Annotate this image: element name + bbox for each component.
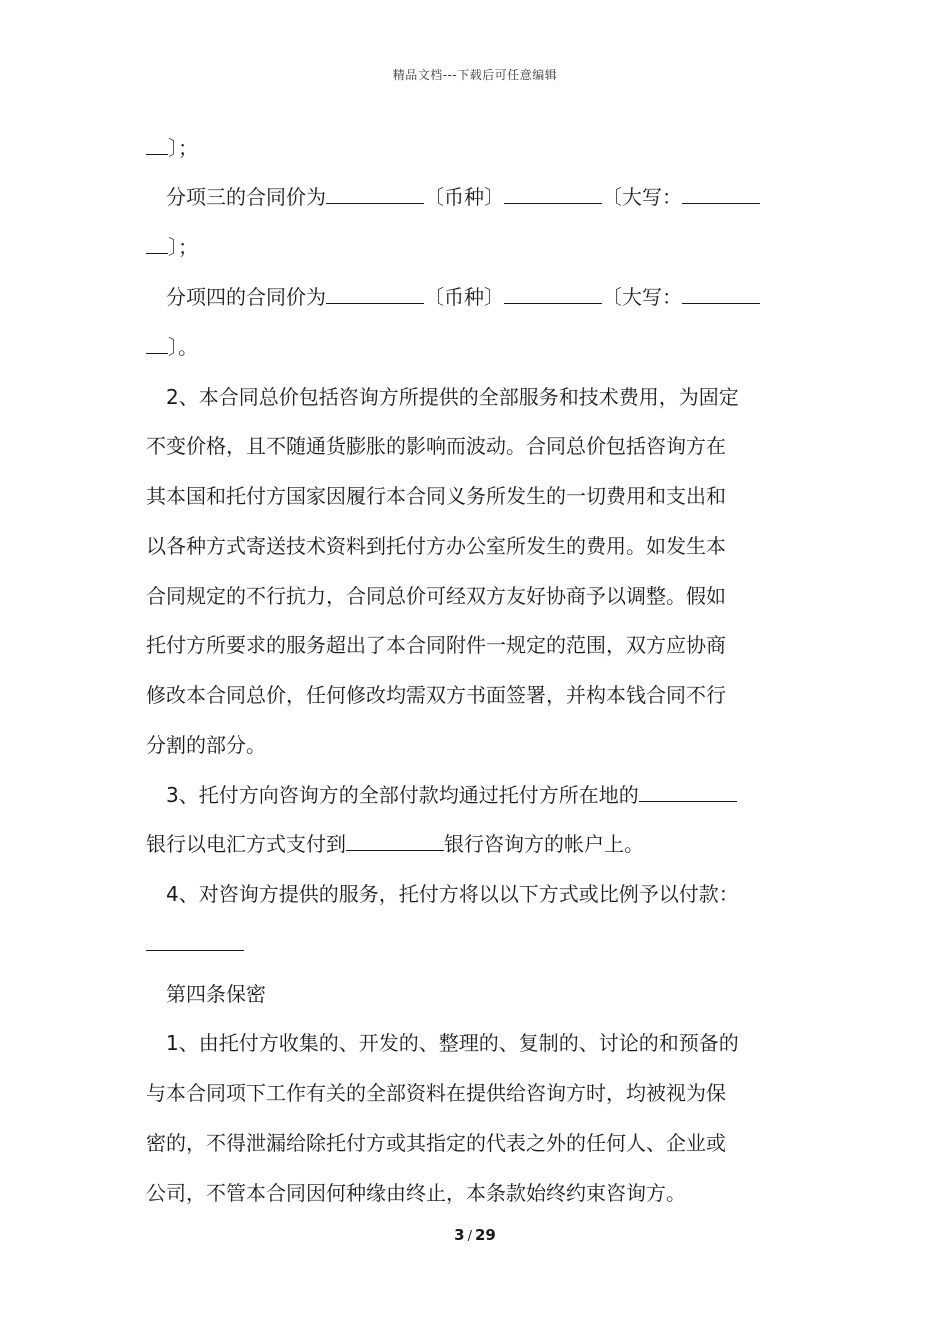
total-pages: 29 — [474, 1226, 496, 1244]
paragraph-line: 密的，不得泄漏给除托付方或其指定的代表之外的任何人、企业或 — [146, 1131, 726, 1155]
fill-blank — [146, 333, 168, 354]
fill-blank — [504, 283, 602, 304]
fill-blank — [504, 183, 602, 204]
paragraph-line: 合同规定的不行抗力，合同总价可经双方友好协商予以调整。假如 — [146, 584, 726, 608]
fill-blank — [326, 283, 424, 304]
fill-blank — [639, 781, 737, 802]
fill-blank — [146, 233, 168, 254]
line-text: 〕； — [168, 136, 198, 160]
paragraph-line: 4、对咨询方提供的服务，托付方将以以下方式或比例予以付款： — [166, 882, 739, 906]
paragraph-line: 其本国和托付方国家因履行本合同义务所发生的一切费用和支出和 — [146, 484, 726, 508]
line-text: 分项三的合同价为 — [166, 185, 326, 209]
text-line — [166, 283, 830, 311]
line-text: 〕； — [168, 235, 198, 259]
paragraph-line: 修改本合同总价，任何修改均需双方书面签署，并构本钱合同不行 — [146, 683, 726, 707]
header-text: 精品文档---下载后可任意编辑 — [392, 68, 558, 82]
text-line — [146, 930, 810, 958]
paragraph-line: 2、本合同总价包括咨询方所提供的全部服务和技术费用，为固定 — [166, 385, 739, 409]
line-text: 分项四的合同价为 — [166, 285, 326, 309]
paragraph-line: 1、由托付方收集的、开发的、整理的、复制的、讨论的和预备的 — [166, 1031, 739, 1055]
text-line — [166, 183, 830, 211]
fill-blank — [326, 183, 424, 204]
paragraph-line: 分割的部分。 — [146, 733, 266, 757]
section-title: 第四条保密 — [166, 982, 266, 1006]
page-separator: / — [467, 1229, 472, 1244]
paragraph-line: 与本合同项下工作有关的全部资料在提供给咨询方时，均被视为保 — [146, 1081, 726, 1105]
page-number — [0, 1226, 950, 1244]
fill-blank — [146, 134, 168, 155]
text-line — [146, 333, 810, 361]
line-text: 〕。 — [168, 335, 198, 359]
paragraph-line: 公司，不管本合同因何种缘由终止，本条款始终约束咨询方。 — [146, 1181, 686, 1205]
paragraph-line: 不变价格，且不随通货膨胀的影响而波动。合同总价包括咨询方在 — [146, 434, 726, 458]
text-line — [146, 134, 810, 162]
line-text: 〔大写： — [602, 185, 682, 209]
text-line — [146, 830, 810, 858]
paragraph-line: 以各种方式寄送技术资料到托付方办公室所发生的费用。如发生本 — [146, 534, 726, 558]
line-text: 银行咨询方的帐户上。 — [444, 832, 644, 856]
line-text: 〔币种〕 — [424, 185, 504, 209]
paragraph-line: 托付方所要求的服务超出了本合同附件一规定的范围，双方应协商 — [146, 633, 726, 657]
text-line — [166, 781, 830, 809]
line-text: 银行以电汇方式支付到 — [146, 832, 346, 856]
current-page: 3 — [454, 1226, 465, 1244]
line-text: 3、托付方向咨询方的全部付款均通过托付方所在地的 — [166, 783, 639, 807]
page-header — [0, 66, 950, 83]
line-text: 〔币种〕 — [424, 285, 504, 309]
fill-blank — [146, 930, 244, 951]
fill-blank — [682, 183, 760, 204]
fill-blank — [682, 283, 760, 304]
line-text: 〔大写： — [602, 285, 682, 309]
text-line — [146, 233, 810, 261]
fill-blank — [346, 830, 444, 851]
